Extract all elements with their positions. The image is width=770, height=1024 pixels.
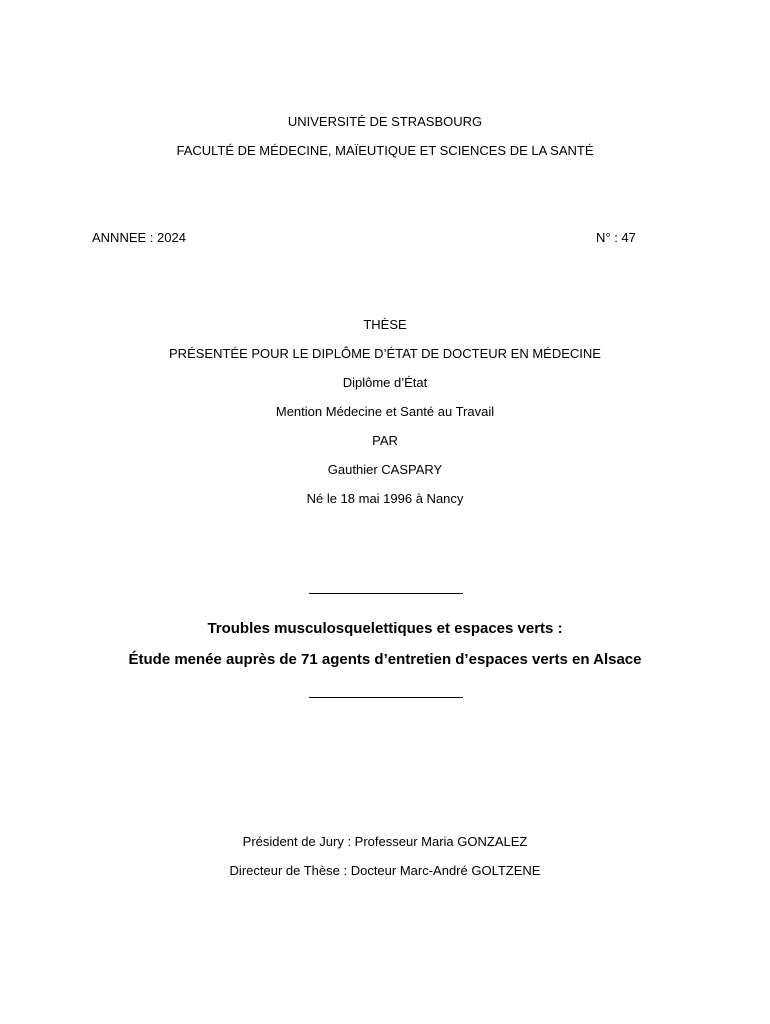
author-birth: Né le 18 mai 1996 à Nancy [306,491,464,506]
thesis-director: Directeur de Thèse : Docteur Marc-André GOLTZENE [229,863,541,878]
year-field: ANNNEE : 2024 [92,230,186,245]
jury-president: Président de Jury : Professeur Maria GONZALEZ [242,834,528,849]
document-type: THÈSE [363,317,407,332]
title-divider-bottom [309,697,463,698]
author-name: Gauthier CASPARY [327,462,443,477]
thesis-title-line-1: Troubles musculosquelettiques et espaces verts : [207,620,563,637]
university-name: UNIVERSITÉ DE STRASBOURG [287,114,483,129]
thesis-title-line-2: Étude menée auprès de 71 agents d’entretien d’espaces verts en Alsace [128,651,642,668]
title-divider-top [309,593,463,594]
thesis-number: N° : 47 [596,230,636,245]
diploma: Diplôme d’État [342,375,428,390]
mention: Mention Médecine et Santé au Travail [275,404,495,419]
presented-for: PRÉSENTÉE POUR LE DIPLÔME D’ÉTAT DE DOCTEUR EN MÉDECINE [169,346,601,361]
faculty-name: FACULTÉ DE MÉDECINE, MAÏEUTIQUE ET SCIENCES DE LA SANTÉ [176,143,594,158]
by-label: PAR [372,433,398,448]
